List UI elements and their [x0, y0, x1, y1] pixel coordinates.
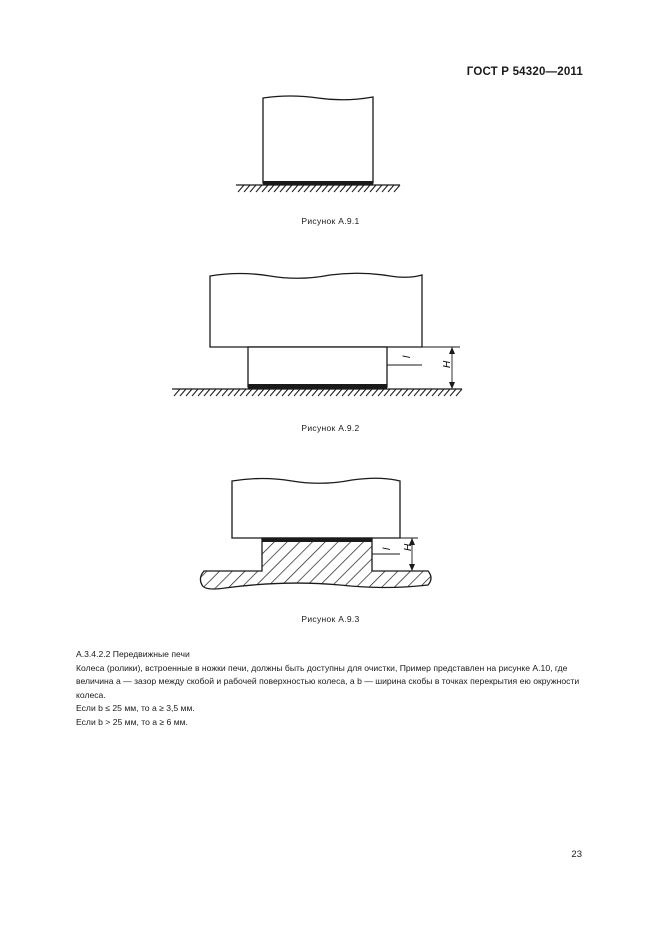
hatch-stroke — [222, 389, 228, 396]
hatch-stroke — [204, 389, 210, 396]
hatch-stroke — [414, 389, 420, 396]
hatch-stroke — [384, 389, 390, 396]
hatch-stroke — [324, 389, 330, 396]
hatch-stroke — [354, 389, 360, 396]
figure-a-9-1-drawing — [0, 90, 661, 210]
hatch-stroke — [246, 389, 252, 396]
page-number: 23 — [571, 849, 582, 860]
hatch-stroke — [174, 389, 180, 396]
hatch-stroke — [228, 389, 234, 396]
section-paragraph: Колеса (ролики), встроенные в ножки печи, должны быть доступны для очистки, Пример представлен на рисунке А.10, где величина a — зазор между скобой и рабочей поверхностью колеса, а b — ширина скобы в точках перекрытия ею окружности колеса. — [76, 662, 580, 700]
figure-a-9-3-label-h: H — [403, 543, 414, 551]
hatch-stroke — [244, 185, 250, 192]
hatch-stroke — [240, 389, 246, 396]
hatch-stroke — [192, 389, 198, 396]
figure-a-9-3-caption: Рисунок А.9.3 — [301, 614, 360, 624]
hatch-stroke — [288, 389, 294, 396]
hatch-stroke — [334, 185, 340, 192]
hatch-stroke — [280, 185, 286, 192]
hatch-stroke — [438, 389, 444, 396]
figure-a-9-2-drawing — [0, 268, 661, 408]
hatch-stroke — [360, 389, 366, 396]
figure-a-9-2 — [0, 268, 661, 408]
hatch-stroke — [186, 389, 192, 396]
hatch-stroke — [342, 389, 348, 396]
hatch-stroke — [322, 185, 328, 192]
hatch-stroke — [330, 389, 336, 396]
standard-number: ГОСТ Р 54320—2011 — [466, 66, 583, 78]
hatch-stroke — [390, 389, 396, 396]
hatch-stroke — [298, 185, 304, 192]
hatch-stroke — [198, 389, 204, 396]
hatch-stroke — [216, 389, 222, 396]
hatch-stroke — [300, 389, 306, 396]
hatch-stroke — [402, 389, 408, 396]
hatch-stroke — [180, 389, 186, 396]
hatch-stroke — [444, 389, 450, 396]
figure-a-9-2-caption: Рисунок А.9.2 — [301, 423, 360, 433]
hatch-stroke — [378, 389, 384, 396]
hatch-stroke — [316, 185, 322, 192]
condition-2: Если b > 25 мм, то a ≥ 6 мм. — [76, 716, 188, 727]
hatch-stroke — [366, 389, 372, 396]
hatch-stroke — [270, 389, 276, 396]
hatch-stroke — [336, 389, 342, 396]
hatch-stroke — [382, 185, 388, 192]
figure-a-9-3-label-l: l — [382, 547, 393, 550]
hatch-stroke — [328, 185, 334, 192]
hatch-stroke — [292, 185, 298, 192]
hatch-stroke — [456, 389, 462, 396]
hatch-stroke — [348, 389, 354, 396]
hatch-stroke — [250, 185, 256, 192]
hatch-stroke — [258, 389, 264, 396]
ground-hatch — [174, 389, 462, 396]
hatch-stroke — [376, 185, 382, 192]
ground-hatch — [238, 185, 400, 192]
figure-a-9-2-label-l: l — [402, 355, 413, 358]
hatch-stroke — [396, 389, 402, 396]
hatch-stroke — [252, 389, 258, 396]
condition-1: Если b ≤ 25 мм, то a ≥ 3,5 мм. — [76, 703, 195, 714]
hatch-stroke — [304, 185, 310, 192]
hatch-stroke — [238, 185, 244, 192]
hatch-stroke — [312, 389, 318, 396]
hatch-stroke — [274, 185, 280, 192]
section-heading: А.3.4.2.2 Передвижные печи — [76, 649, 190, 659]
figure-a-9-1 — [0, 90, 661, 210]
hatch-stroke — [262, 185, 268, 192]
hatch-stroke — [286, 185, 292, 192]
hatch-stroke — [340, 185, 346, 192]
hatch-stroke — [388, 185, 394, 192]
hatch-stroke — [358, 185, 364, 192]
figure-a-9-2-label-h: H — [442, 360, 453, 368]
hatch-stroke — [432, 389, 438, 396]
hatch-stroke — [450, 389, 456, 396]
hatch-stroke — [364, 185, 370, 192]
hatch-stroke — [346, 185, 352, 192]
hatch-stroke — [276, 389, 282, 396]
hatch-stroke — [234, 389, 240, 396]
hatch-stroke — [310, 185, 316, 192]
hatch-stroke — [318, 389, 324, 396]
hatch-stroke — [394, 185, 400, 192]
hatch-stroke — [426, 389, 432, 396]
hatch-stroke — [264, 389, 270, 396]
hatch-stroke — [306, 389, 312, 396]
hatch-stroke — [370, 185, 376, 192]
hatch-stroke — [372, 389, 378, 396]
hatch-stroke — [256, 185, 262, 192]
figure-a-9-3 — [0, 472, 661, 602]
hatch-stroke — [352, 185, 358, 192]
hatch-stroke — [420, 389, 426, 396]
hatch-stroke — [282, 389, 288, 396]
section-text — [76, 648, 584, 730]
hatch-stroke — [294, 389, 300, 396]
hatch-stroke — [210, 389, 216, 396]
hatch-stroke — [408, 389, 414, 396]
hatch-stroke — [268, 185, 274, 192]
figure-a-9-1-caption: Рисунок А.9.1 — [301, 216, 360, 226]
figure-a-9-3-drawing — [0, 472, 661, 602]
